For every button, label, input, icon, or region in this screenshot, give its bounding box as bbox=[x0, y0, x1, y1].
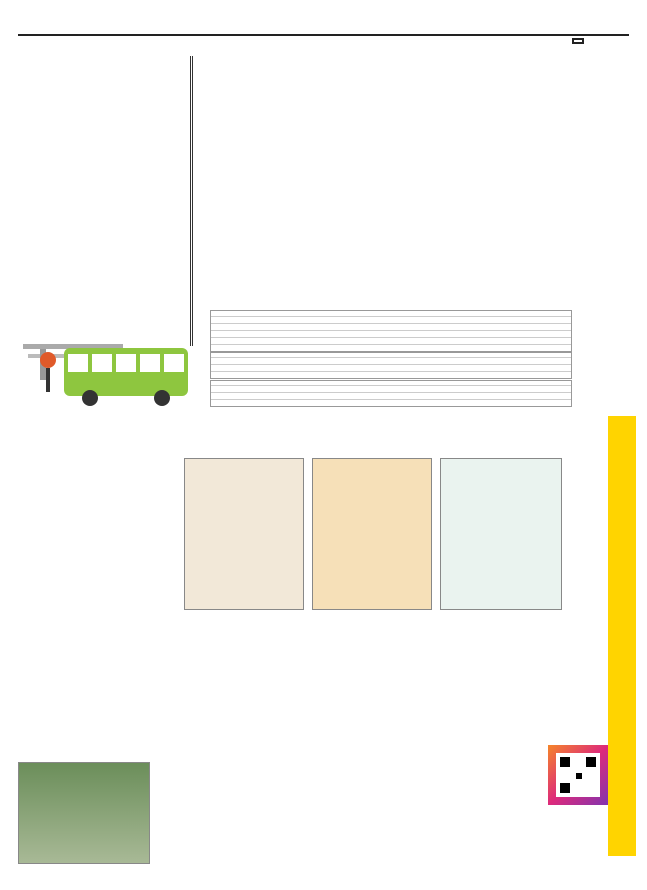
goshuin-card-2 bbox=[312, 458, 432, 610]
circulate-badge bbox=[572, 38, 584, 44]
goshuin-himeokami bbox=[440, 610, 536, 780]
kiyosou-body bbox=[14, 430, 142, 750]
timetable-lower-block bbox=[210, 352, 572, 379]
timetable-lower-block bbox=[210, 310, 572, 352]
goshuin-card-1 bbox=[184, 458, 304, 610]
goshuin-ukemochi bbox=[184, 610, 306, 870]
donation-frame bbox=[190, 56, 213, 346]
donation-list bbox=[16, 60, 186, 350]
cleaning-photo bbox=[18, 762, 150, 864]
goshuin-kibitsuhiko bbox=[312, 610, 434, 780]
instagram-qr[interactable] bbox=[548, 745, 608, 805]
bus-icon bbox=[62, 344, 192, 413]
goshuin-intro bbox=[540, 420, 604, 660]
timetable-lower-block bbox=[210, 380, 572, 407]
qr-code-icon bbox=[548, 745, 608, 805]
bus-stop-icon bbox=[38, 352, 58, 396]
goshuin-heading bbox=[608, 416, 636, 856]
header-rule bbox=[18, 34, 629, 36]
